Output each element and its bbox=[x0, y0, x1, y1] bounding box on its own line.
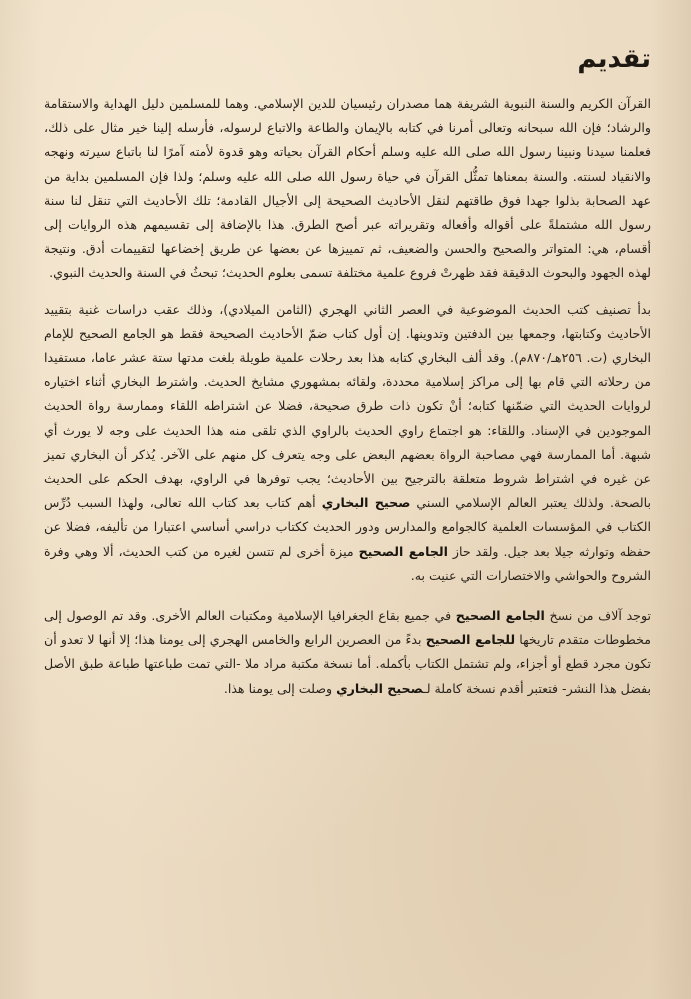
paragraph-text: توجد آلاف من نسخ bbox=[544, 608, 651, 624]
paragraph-text: أهم كتاب بعد كتاب الله تعالى، ولهذا السبب دُرِّس الكتاب في المؤسسات العلمية كالجوامع والمدارس ودور الحديث ككتاب دراسي أساسي اعتبارا من تأليفه، فضلا عن حفظه وتوارثه جيلا بعد جيل. ولقد حاز bbox=[44, 495, 651, 559]
paragraph-2 bbox=[44, 298, 651, 588]
emphasized-title: صحيح البخاري bbox=[321, 495, 411, 511]
emphasized-title: الجامع الصحيح bbox=[358, 543, 448, 559]
paragraph-text: القرآن الكريم والسنة النبوية الشريفة هما مصدران رئيسيان للدين الإسلامي. وهما للمسلمين دليل الهداية والاستقامة والرشاد؛ فإن الله سبحانه وتعالى أمرنا في كتابه بالإيمان والطاعة والاتباع لرسوله، فأرسله إلينا خير مثال على ذلك، فعلمنا سيدنا ونبينا رسول الله صلى الله عليه وسلم أحكام القرآن بحياته وهو قدوة لأمته آمرًا لنا باتباع سيرته ونهجه والانقياد لسنته. والسنة بمعناها تمثُّل القرآن في حياة رسول الله صلى الله عليه وسلم؛ ولذا فإن المسلمين بداية من عهد الصحابة بذلوا جهدا فوق طاقتهم لنقل الأحاديث الصحيحة إلى الأجيال القادمة؛ تلك الأحاديث التي تنقل لنا سنة رسول الله مشتملةً على أقواله وأفعاله وتقريراته عبر أصح الطرق. هذا بالإضافة إلى تقسيمهم هذه الروايات إلى أقسام، هي: المتواتر والصحيح والحسن والضعيف، ثم تمييزها عن بعضها عن طريق إخضاعها لتقييمات أدق. ونتيجة لهذه الجهود والبحوث الدقيقة فقد ظهرتْ فروع علمية مختلفة تسمى بعلوم الحديث؛ تبحثُ في السنة والحديث النبوي. bbox=[44, 96, 651, 281]
paragraph-text: وصلت إلى يومنا هذا. bbox=[223, 680, 337, 696]
emphasized-title: صحيح البخاري bbox=[336, 680, 423, 696]
page-title: تقديم bbox=[577, 44, 651, 74]
paragraph-text: في جميع بقاع الجغرافيا الإسلامية ومكتبات العالم الأخرى. وقد تم الوصول إلى مخطوطات متقدم تاريخها bbox=[44, 608, 651, 648]
paragraph-text: بدءً من العصرين الرابع والخامس الهجري إلى يومنا هذا؛ إلا أنها لا تعدو أن تكون مجرد قطع أو أجزاء، ولم تشتمل الكتاب بأكمله. أما نسخة مكتبة مراد ملا -التي تمت طباعتها طباعة طبق الأصل بفضل هذا النشر- فتعتبر أقدم نسخة كاملة لـ bbox=[44, 632, 651, 696]
paragraph-3 bbox=[44, 604, 651, 701]
paragraph-1 bbox=[44, 92, 651, 286]
emphasized-title: الجامع الصحيح bbox=[455, 608, 545, 624]
emphasized-title: للجامع الصحيح bbox=[425, 632, 516, 648]
paragraph-text: بدأ تصنيف كتب الحديث الموضوعية في العصر الثاني الهجري (الثامن الميلادي)، وذلك عقب دراسات غنية بتقييد الأحاديث وكتابتها، وجمعها بين الدفتين وتدوينها. إن أول كتاب ضمّ الأحاديث الصحيحة فقط هو الجامع الصحيح للإمام البخاري (ت. ٢٥٦هـ/٨٧٠م). وقد ألف البخاري كتابه هذا بعد رحلات علمية طويلة بلغت مدتها ستة عشر عاما، مستفيدا من رحلاته التي قام بها إلى مراكز إسلامية محددة، ولقائه بمشهوري مشايخ الحديث. واشترط البخاري أثناء اختياره لروايات الحديث التي ضمّنها كتابه؛ أنْ تكون ذات طرق صحيحة، فضلا عن اشتراطه اللقاء وممارسة رواة الحديث الموجودين في الإسناد. واللقاء: هو اجتماع راوي الحديث بالراوي الذي تلقى منه هذا الحديث على وجه لا يورث أي شبهة. أما الممارسة فهي مصاحبة الرواة بعضهم البعض على وجه يتعرف كل منهم على الآخر. يُذكر أن البخاري تميز عن غيره في اشتراط شروط متعلقة بالترجيح بين الأحاديث؛ يجب توفرها في الراوي، بهدف الحكم على الحديث بالصحة. ولذلك يعتبر العالم الإسلامي السني bbox=[44, 301, 651, 511]
paragraph-text: ميزة أخرى لم تتسن لغيره من كتب الحديث، ألا وهي وفرة الشروح والحواشي والاختصارات التي عنيت به. bbox=[44, 543, 651, 583]
